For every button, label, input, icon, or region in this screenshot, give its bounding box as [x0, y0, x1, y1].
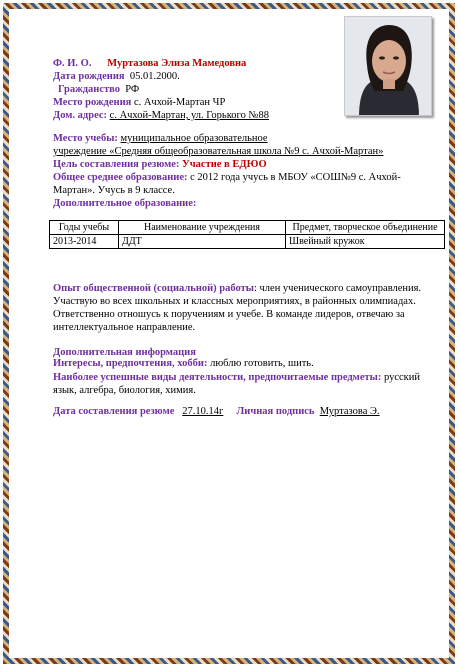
citizenship-label: Гражданство	[58, 84, 121, 95]
birth-place-row	[53, 97, 225, 109]
table-cell: 2013-2014	[50, 235, 119, 249]
signature-value: Муртазова Э.	[319, 406, 380, 417]
fio-value: Муртазова Элиза Мамедовна	[107, 58, 247, 69]
study-place-row-2	[53, 146, 383, 158]
interests-value: люблю готовить, шить.	[210, 358, 314, 369]
social-work-label: Опыт общественной (социальной) работы	[53, 283, 254, 294]
education-table	[49, 220, 445, 249]
success-label: Наиболее успешные виды деятельности, предпочитаемые предметы:	[53, 372, 382, 383]
fio-label: Ф. И. О.	[53, 58, 92, 69]
general-education-label: Общее среднее образование:	[53, 172, 188, 183]
signature-label: Личная подпись	[236, 406, 315, 417]
goal-value: Участие в ЕДЮО	[182, 159, 267, 170]
general-education-row-2	[53, 185, 175, 197]
citizenship-value: РФ	[125, 84, 140, 95]
interests-label: Интересы, предпочтения, хобби:	[53, 358, 208, 369]
study-place-value-2: учреждение «Средняя общеобразовательная школа №9 с. Ачхой-Мартан»	[53, 146, 384, 157]
study-place-value-1: муниципальное образовательное	[120, 133, 268, 144]
goal-row	[53, 159, 267, 171]
birth-date-row	[53, 71, 180, 83]
footer-row	[53, 406, 380, 418]
table-header-row	[50, 221, 445, 235]
goal-label: Цель составления резюме:	[53, 159, 180, 170]
additional-education-row	[53, 198, 196, 210]
table-cell: Швейный кружок	[286, 235, 445, 249]
birth-date-value: 05.01.2000.	[129, 71, 180, 82]
birth-date-label: Дата рождения	[53, 71, 125, 82]
study-place-label: Место учебы:	[53, 133, 118, 144]
additional-education-label: Дополнительное образование:	[53, 198, 197, 209]
general-education-row	[53, 172, 401, 184]
study-place-row	[53, 133, 268, 145]
table-header-cell: Наименование учреждения	[119, 221, 286, 235]
success-paragraph	[53, 371, 438, 397]
address-row	[53, 110, 269, 122]
social-work-paragraph	[53, 282, 438, 334]
address-value: с. Ачхой-Мартан, ул. Горького №88	[109, 110, 269, 121]
date-label: Дата составления резюме	[53, 406, 175, 417]
general-education-value-2: Мартан». Учусь в 9 классе.	[53, 185, 175, 196]
profile-photo	[344, 16, 432, 116]
interests-row	[53, 358, 314, 370]
success-value: русский язык, алгебра, биология, химия.	[53, 372, 421, 396]
fio-row	[53, 58, 246, 70]
general-education-value-1: с 2012 года учусь в МБОУ «СОШ№9 с. Ачхой-	[190, 172, 401, 183]
date-value: 27.10.14г	[182, 406, 224, 417]
extra-info-title: Дополнительная информация	[53, 347, 196, 358]
social-work-text: : член ученического самоуправления. Участвую во всех школьных и классных мероприятиях, в районных олимпиадах. Ответственно отношусь к поручениям и учебе. В команде лидеров, отвечаю за интеллектуальное направление.	[53, 283, 422, 333]
table-cell: ДДТ	[119, 235, 286, 249]
citizenship-row	[58, 84, 139, 96]
birth-place-label: Место рождения	[53, 97, 132, 108]
address-label: Дом. адрес:	[53, 110, 108, 121]
table-row	[50, 235, 445, 249]
table-header-cell: Предмет, творческое объединение	[286, 221, 445, 235]
birth-place-value: с. Ачхой-Мартан ЧР	[133, 97, 226, 108]
table-header-cell: Годы учебы	[50, 221, 119, 235]
